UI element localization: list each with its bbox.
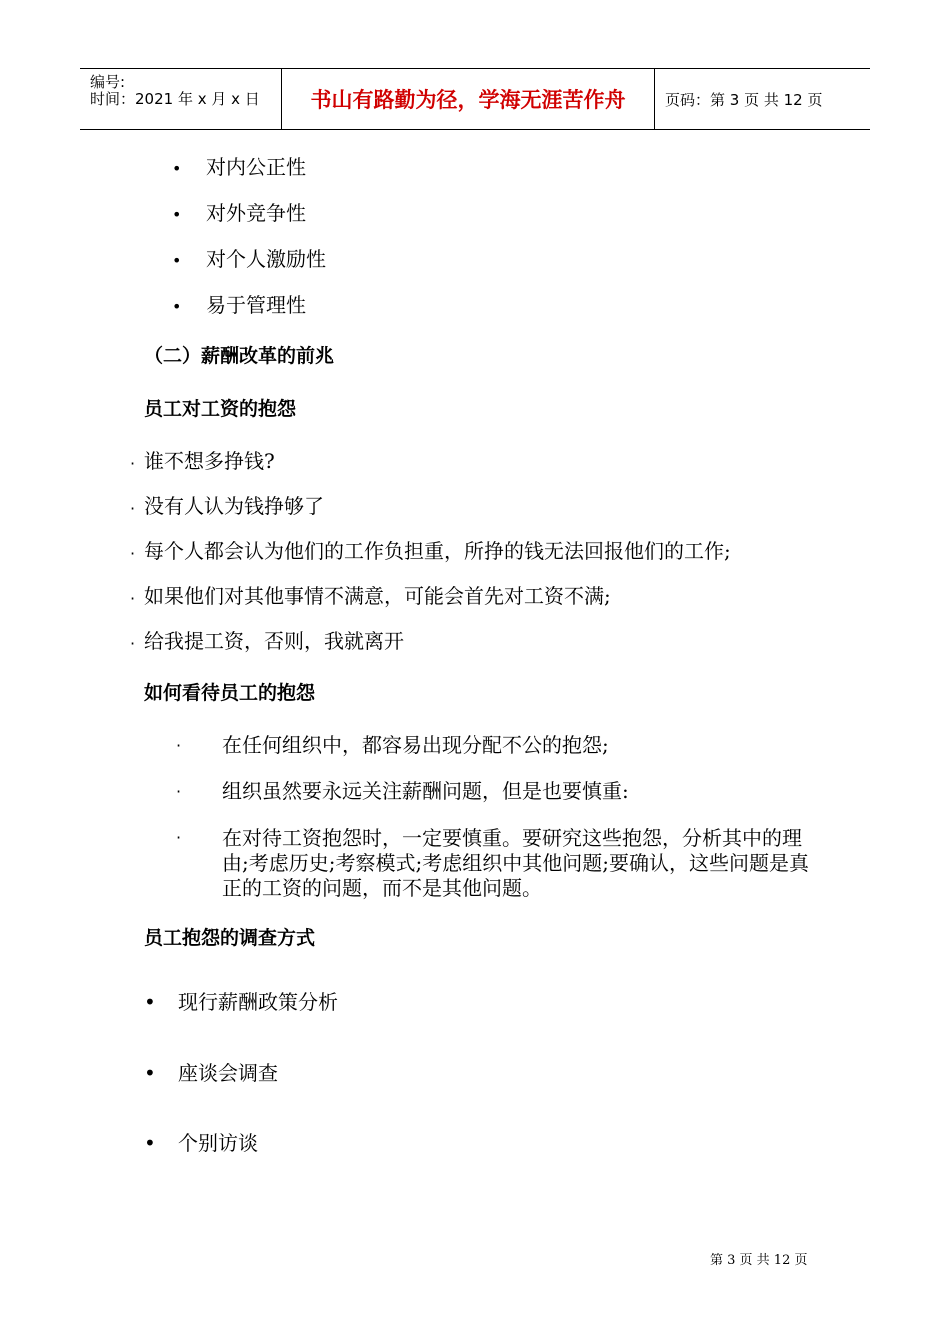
bullet-icon: • (172, 251, 182, 270)
bullet-icon: · (130, 589, 136, 608)
subsection-title: 如何看待员工的抱怨 (144, 682, 316, 704)
bullet-icon: • (172, 159, 182, 178)
bullet-icon: · (130, 499, 136, 518)
header-page-info: 页码：第 3 页 共 12 页 (665, 90, 823, 109)
complaint-item: 给我提工资，否则，我就离开 (144, 629, 404, 653)
survey-item: 现行薪酬政策分析 (178, 990, 338, 1014)
bullet-icon: • (172, 205, 182, 224)
bullet-icon: · (176, 736, 182, 755)
bullet-icon: • (144, 1061, 156, 1085)
view-item: 组织虽然要永远关注薪酬问题，但是也要慎重: (222, 779, 629, 803)
complaint-item: 如果他们对其他事情不满意，可能会首先对工资不满; (144, 584, 611, 608)
principle-item: 易于管理性 (206, 293, 306, 317)
bullet-icon: · (130, 544, 136, 563)
bullet-icon: • (144, 1131, 156, 1155)
bullet-icon: · (130, 454, 136, 473)
bullet-icon: • (144, 990, 156, 1014)
page-footer: 第 3 页 共 12 页 (710, 1253, 808, 1268)
number-label: 编号: (90, 73, 126, 91)
complaint-item: 每个人都会认为他们的工作负担重，所挣的钱无法回报他们的工作; (144, 539, 731, 563)
principle-item: 对个人激励性 (206, 247, 326, 271)
principle-item: 对外竞争性 (206, 201, 306, 225)
bullet-icon: • (172, 297, 182, 316)
view-item: 在任何组织中，都容易出现分配不公的抱怨; (222, 733, 609, 757)
subsection-title: 员工对工资的抱怨 (144, 398, 297, 420)
header-meta-cell (80, 69, 282, 129)
page-header (80, 68, 870, 130)
bullet-icon: · (130, 634, 136, 653)
complaint-item: 没有人认为钱挣够了 (144, 494, 324, 518)
bullet-icon: · (176, 828, 182, 847)
time-label: 时间：2021 年 x 月 x 日 (90, 90, 260, 108)
view-item-paragraph: 在对待工资抱怨时，一定要慎重。要研究这些抱怨，分析其中的理由;考虑历史;考察模式;考虑组织中其他问题;要确认，这些问题是真正的工资的问题，而不是其他问题。 (222, 826, 809, 900)
survey-item: 座谈会调查 (178, 1061, 278, 1085)
subsection-title: 员工抱怨的调查方式 (144, 927, 316, 949)
header-motto: 书山有路勤为径，学海无涯苦作舟 (282, 69, 655, 129)
complaint-item: 谁不想多挣钱? (144, 449, 275, 473)
bullet-icon: · (176, 782, 182, 801)
section-title: （二）薪酬改革的前兆 (144, 345, 335, 367)
principle-item: 对内公正性 (206, 155, 306, 179)
survey-item: 个别访谈 (178, 1131, 258, 1155)
